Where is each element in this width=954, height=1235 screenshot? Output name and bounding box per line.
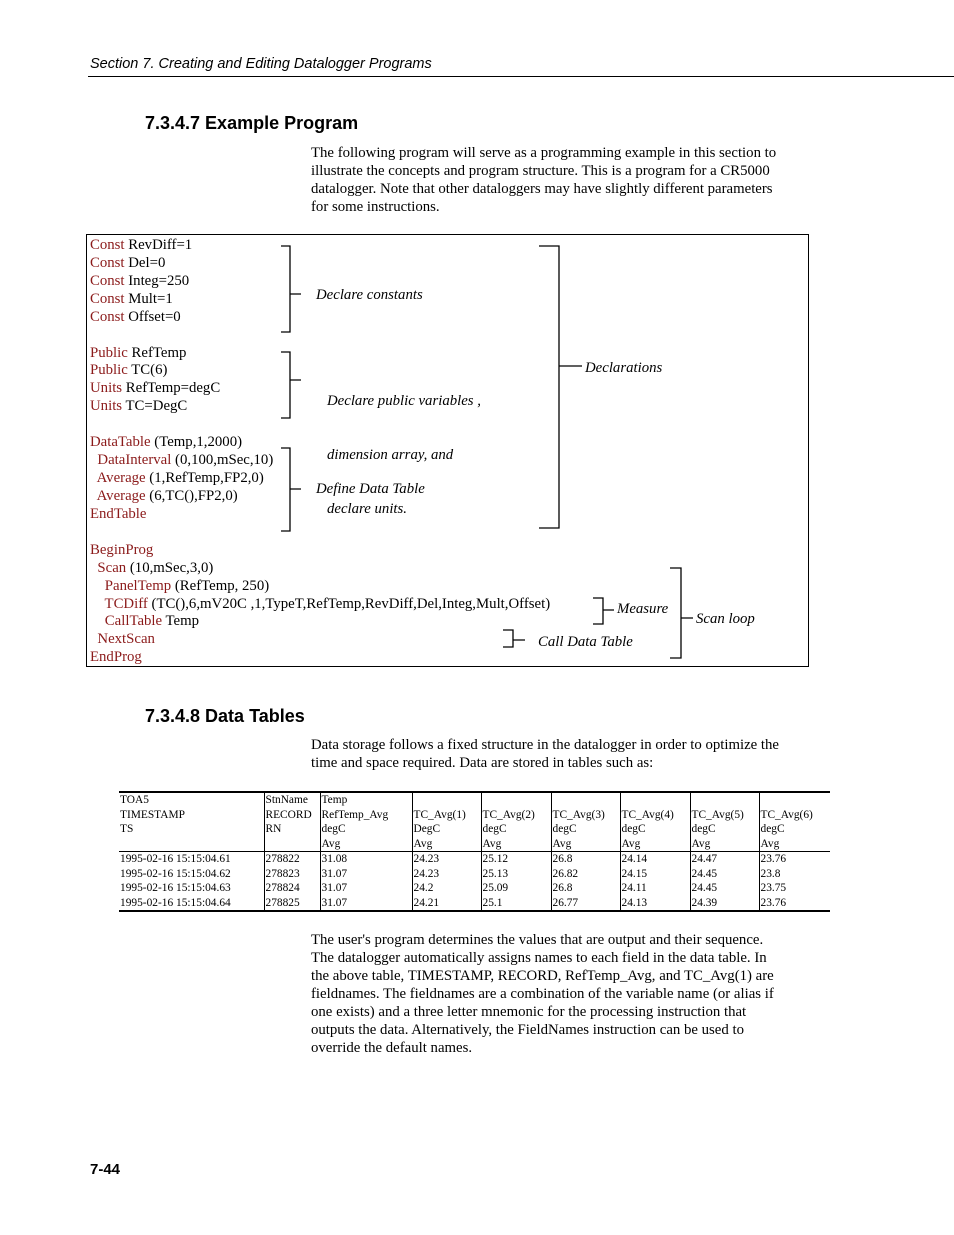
closing-line: override the default names. <box>311 1040 473 1056</box>
code-line: PanelTemp (RefTemp, 250) <box>90 578 270 594</box>
closing-line: The datalogger automatically assigns names to each field in the data table. In <box>311 950 767 966</box>
code-line: Units TC=DegC <box>90 398 188 414</box>
annotation-define-table: Define Data Table <box>316 481 425 497</box>
intro-line: Data storage follows a fixed structure in the datalogger in order to optimize the <box>311 737 780 753</box>
code-line: EndTable <box>90 506 147 522</box>
header-cell: TC_Avg(6) degC Avg <box>759 792 830 852</box>
intro-line: time and space required. Data are stored in tables such as: <box>311 755 654 771</box>
code-line: Const RevDiff=1 <box>90 237 193 253</box>
code-line: CallTable Temp <box>90 613 200 629</box>
closing-line: The user's program determines the values that are output and their sequence. <box>311 932 764 948</box>
code-line: BeginProg <box>90 542 154 558</box>
header-cell: StnName RECORD RN <box>264 792 320 852</box>
annotation-scan-loop: Scan loop <box>696 611 755 627</box>
table-row: 1995-02-16 15:15:04.61 278822 31.08 24.23 25.12 26.8 24.14 24.47 23.76 <box>119 852 830 867</box>
code-line: NextScan <box>90 631 155 647</box>
bracket-declarations <box>539 246 582 528</box>
header-cell: TC_Avg(5) degC Avg <box>690 792 759 852</box>
code-line: Average (6,TC(),FP2,0) <box>90 488 238 504</box>
header-cell: TC_Avg(3) degC Avg <box>551 792 620 852</box>
intro-line: datalogger. Note that other dataloggers may have slightly different parameters <box>311 181 773 197</box>
code-line: Const Mult=1 <box>90 291 173 307</box>
header-cell: Temp RefTemp_Avg degC Avg <box>320 792 412 852</box>
closing-line: one exists) and a three letter mnemonic for the processing instruction that <box>311 1004 747 1020</box>
closing-paragraph <box>311 931 811 1057</box>
intro-line: The following program will serve as a programming example in this section to <box>311 145 777 161</box>
code-line: Const Offset=0 <box>90 309 181 325</box>
header-cell: TC_Avg(2) degC Avg <box>481 792 551 852</box>
table-row: 1995-02-16 15:15:04.62 278823 31.07 24.23 25.13 26.82 24.15 24.45 23.8 <box>119 867 830 882</box>
closing-line: outputs the data. Alternatively, the FieldNames instruction can be used to <box>311 1022 744 1038</box>
code-line: TCDiff (TC(),6,mV20C ,1,TypeT,RefTemp,RevDiff,Del,Integ,Mult,Offset) <box>90 596 551 612</box>
code-line: Const Del=0 <box>90 255 166 271</box>
annotation-measure: Measure <box>617 601 669 617</box>
code-line: EndProg <box>90 649 142 665</box>
heading-data-tables: 7.3.4.8 Data Tables <box>145 706 305 726</box>
running-header: Section 7. Creating and Editing Datalogger Programs <box>90 56 432 72</box>
annotation-call-table: Call Data Table <box>538 634 633 650</box>
code-line: Average (1,RefTemp,FP2,0) <box>90 470 264 486</box>
data-tables-intro <box>311 736 811 772</box>
intro-line: for some instructions. <box>311 199 440 215</box>
page-number: 7-44 <box>90 1161 121 1178</box>
table-header-row <box>119 792 830 852</box>
header-cell: TOA5 TIMESTAMP TS <box>120 794 185 835</box>
table-row: 1995-02-16 15:15:04.63 278824 31.07 24.2 25.09 26.8 24.11 24.45 23.75 <box>119 881 830 896</box>
bracket-constants <box>281 246 301 332</box>
code-line: Public RefTemp <box>90 345 187 361</box>
bracket-scanloop <box>670 568 693 658</box>
bracket-measure <box>593 598 614 624</box>
code-line: Scan (10,mSec,3,0) <box>90 560 214 576</box>
table-row: 1995-02-16 15:15:04.64 278825 31.07 24.21 25.1 26.77 24.13 24.39 23.76 <box>119 896 830 912</box>
closing-line: fieldnames. The fieldnames are a combination of the variable name (or alias if <box>311 986 774 1002</box>
code-line: DataTable (Temp,1,2000) <box>90 434 243 450</box>
intro-line: illustrate the concepts and program structure. This is a program for a CR5000 <box>311 163 770 179</box>
code-line: Const Integ=250 <box>90 273 190 289</box>
bracket-datatable <box>281 448 301 531</box>
bracket-calltable <box>503 630 525 647</box>
code-line: Public TC(6) <box>90 362 168 378</box>
header-cell: TC_Avg(1) DegC Avg <box>412 792 481 852</box>
annotation-declare-constants: Declare constants <box>316 287 423 303</box>
data-table <box>119 791 830 912</box>
code-line: DataInterval (0,100,mSec,10) <box>90 452 274 468</box>
bracket-public <box>281 352 301 418</box>
header-cell: TC_Avg(4) degC Avg <box>620 792 690 852</box>
code-line: Units RefTemp=degC <box>90 380 221 396</box>
heading-example-program: 7.3.4.7 Example Program <box>145 113 359 133</box>
closing-line: the above table, TIMESTAMP, RECORD, RefTemp_Avg, and TC_Avg(1) are <box>311 968 774 984</box>
annotation-declarations: Declarations <box>585 360 663 376</box>
annotation-declare-public: Declare public variables , dimension array, and declare units. <box>327 393 481 517</box>
